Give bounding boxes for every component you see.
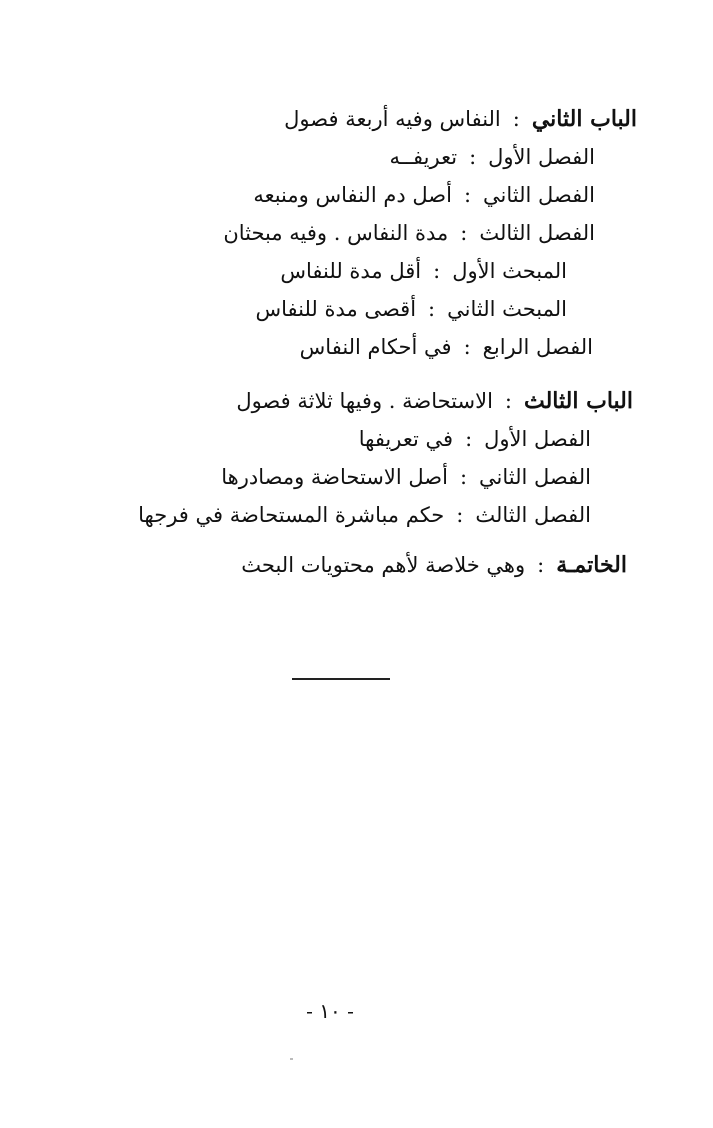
separator: : — [463, 335, 471, 359]
conclusion-text: وهي خلاصة لأهم محتويات البحث — [241, 553, 526, 577]
separator: : — [465, 427, 473, 451]
toc-subentry — [255, 294, 567, 324]
separator: : — [428, 297, 436, 321]
entry-text: أقل مدة للنفاس — [280, 259, 422, 283]
entry-label: الفصل الثاني — [483, 183, 595, 207]
separator: : — [537, 553, 545, 577]
entry-text: في أحكام النفاس — [299, 335, 452, 359]
page-number: - ١٠ - — [306, 999, 354, 1023]
entry-label: الفصل الثالث — [475, 503, 591, 527]
section-heading-2 — [284, 104, 637, 134]
toc-entry — [138, 500, 591, 530]
entry-label: الفصل الثالث — [479, 221, 595, 245]
separator: : — [433, 259, 441, 283]
toc-subentry — [280, 256, 567, 286]
entry-text: أقصى مدة للنفاس — [255, 297, 417, 321]
entry-text: أصل دم النفاس ومنبعه — [253, 183, 452, 207]
conclusion-heading — [241, 550, 627, 580]
entry-text: مدة النفاس . وفيه مبحثان — [223, 221, 449, 245]
entry-text: أصل الاستحاضة ومصادرها — [221, 465, 448, 489]
toc-entry — [359, 424, 591, 454]
entry-label: الفصل الأول — [484, 427, 591, 451]
entry-label: الفصل الأول — [488, 145, 595, 169]
section-heading-3 — [236, 386, 633, 416]
entry-label: المبحث الثاني — [447, 297, 567, 321]
separator: : — [504, 389, 512, 413]
toc-entry — [221, 462, 591, 492]
separator: : — [456, 503, 464, 527]
section-label: الباب الثالث — [524, 388, 633, 414]
toc-entry — [300, 332, 593, 362]
toc-entry — [223, 218, 595, 248]
entry-text: حكم مباشرة المستحاضة في فرجها — [138, 503, 445, 527]
entry-label: الفصل الثاني — [479, 465, 591, 489]
section-title: النفاس وفيه أربعة فصول — [284, 107, 501, 131]
separator: : — [469, 145, 477, 169]
conclusion-label: الخاتمـة — [556, 552, 627, 578]
divider-rule — [292, 678, 390, 680]
scan-speck — [290, 1058, 293, 1060]
section-title: الاستحاضة . وفيها ثلاثة فصول — [236, 389, 493, 413]
separator: : — [459, 465, 468, 489]
entry-label: المبحث الأول — [452, 259, 567, 283]
separator: : — [512, 107, 520, 131]
section-label: الباب الثاني — [531, 106, 637, 132]
separator: : — [460, 221, 468, 245]
toc-entry — [253, 180, 595, 210]
toc-entry — [389, 142, 595, 172]
entry-text: تعريفــه — [389, 145, 458, 169]
separator: : — [463, 183, 472, 207]
entry-text: في تعريفها — [358, 427, 454, 451]
entry-label: الفصل الرابع — [482, 335, 593, 359]
